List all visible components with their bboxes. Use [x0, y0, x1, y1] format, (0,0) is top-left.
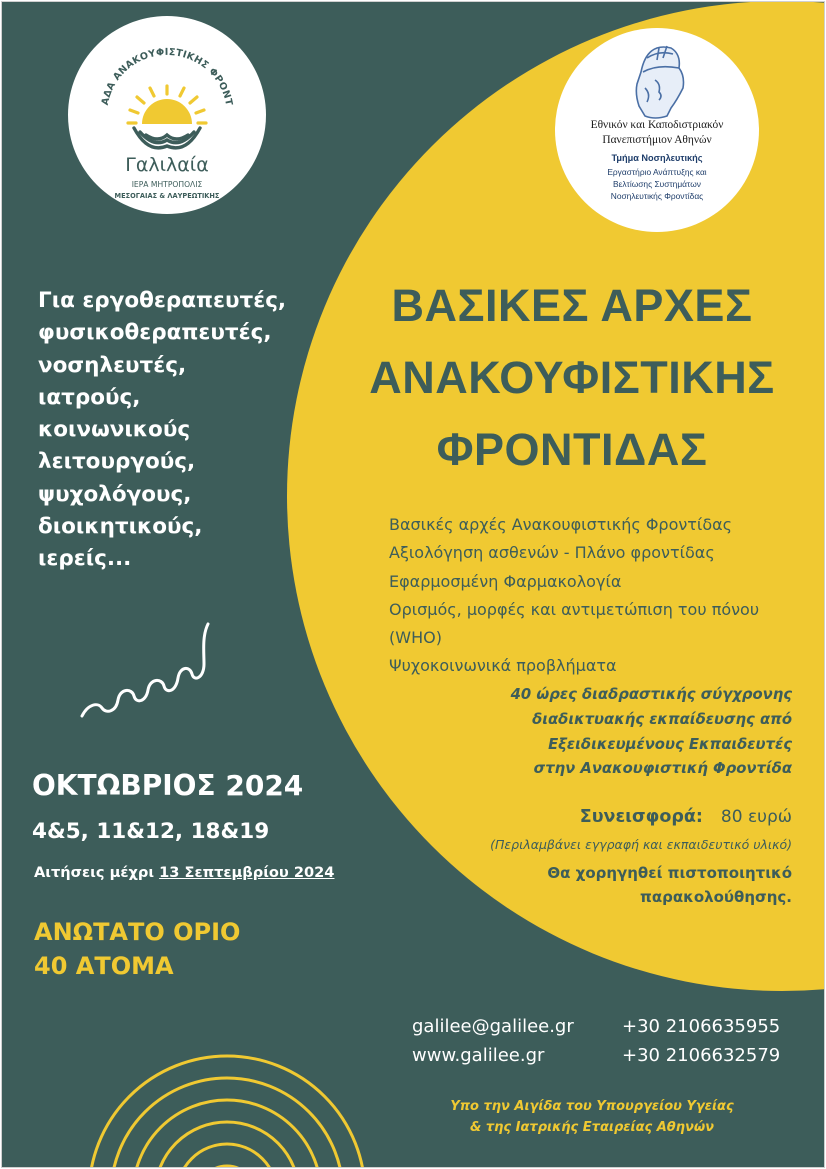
galilee-name: Γαλιλαία: [125, 154, 209, 176]
footer-line: & της Ιατρικής Εταιρείας Αθηνών: [469, 1120, 714, 1135]
university-line3: Τμήμα Νοσηλευτικής: [611, 153, 703, 163]
deadline-prefix: Αιτήσεις μέχρι: [34, 864, 154, 881]
squiggle-line-icon: [76, 616, 214, 728]
university-line1: Εθνικόν και Καποδιστριακόν: [590, 119, 724, 131]
application-deadline: [34, 864, 334, 881]
title-line: ΑΝΑΚΟΥΦΙΣΤΙΚΗΣ: [369, 352, 775, 403]
topic-item: Αξιολόγηση ασθενών - Πλάνο φροντίδας: [389, 543, 715, 563]
audience-item: διοικητικούς,: [38, 514, 203, 540]
participant-limit: [34, 915, 240, 983]
deadline-date: 13 Σεπτεμβρίου 2024: [159, 864, 335, 881]
title-line: ΦΡΟΝΤΙΔΑΣ: [436, 424, 708, 475]
training-line: Εξειδικευμένους Εκπαιδευτές: [548, 735, 792, 753]
audience-item: ψυχολόγους,: [38, 481, 192, 507]
galilee-line2: ΜΕΣΟΓΑΙΑΣ & ΛΑΥΡΕΩΤΙΚΗΣ: [114, 192, 220, 200]
limit-line: 40 ΑΤΟΜΑ: [34, 952, 174, 980]
title-line: ΒΑΣΙΚΕΣ ΑΡΧΕΣ: [391, 280, 753, 331]
training-description: [452, 683, 792, 782]
audience-item: νοσηλευτές,: [38, 352, 187, 378]
galilee-emblem-icon: [68, 16, 266, 214]
training-line: 40 ώρες διαδραστικής σύγχρονης: [510, 686, 792, 703]
fee-value: 80 ευρώ: [720, 807, 792, 827]
galilee-line1: ΙΕΡΑ ΜΗΤΡΟΠΟΛΙΣ: [131, 180, 203, 189]
audience-item: φυσικοθεραπευτές,: [38, 320, 272, 346]
university-line2: Πανεπιστήμιον Αθηνών: [602, 134, 712, 146]
galilee-arc-text: ΑΔΑ ΑΝΑΚΟΥΦΙΣΤΙΚΗΣ ΦΡΟΝΤ: [99, 46, 235, 107]
sun-icon: [128, 86, 206, 124]
topic-item: Εφαρμοσμένη Φαρμακολογία: [389, 571, 622, 591]
limit-line: ΑΝΩΤΑΤΟ ΟΡΙΟ: [34, 918, 241, 946]
training-line: στην Ανακουφιστική Φροντίδα: [533, 760, 792, 778]
university-line5: Βελτίωσης Συστημάτων: [613, 179, 701, 189]
galilee-logo: [68, 16, 266, 214]
schedule-month: ΟΚΤΩΒΡΙΟΣ 2024: [32, 769, 304, 802]
training-line: διαδικτυακής εκπαίδευσης από: [532, 710, 792, 728]
audience-item: κοινωνικούς: [38, 417, 191, 443]
university-emblem: [555, 28, 759, 232]
topic-item: Ψυχοκοινωνικά προβλήματα: [389, 656, 617, 676]
contact-phone-1[interactable]: +30 2106635955: [622, 1016, 781, 1037]
certificate-line: Θα χορηγηθεί πιστοποιητικό: [547, 864, 792, 882]
audience-item: λειτουργούς,: [38, 449, 196, 475]
audience-item: ιατρούς,: [38, 384, 141, 410]
topic-item: Βασικές αρχές Ανακουφιστικής Φροντίδας: [389, 515, 733, 534]
certificate-line: παρακολούθησης.: [639, 888, 792, 906]
schedule-dates: 4&5, 11&12, 18&19: [32, 819, 270, 844]
contact-phone-2[interactable]: +30 2106632579: [622, 1045, 781, 1066]
audience-list: [38, 285, 328, 576]
concentric-rings-icon: [72, 1012, 382, 1168]
contact-website[interactable]: www.galilee.gr: [412, 1045, 545, 1066]
university-logo: [555, 28, 759, 232]
university-line4: Εργαστήριο Ανάπτυξης και: [607, 167, 707, 177]
poster: [1, 1, 825, 1168]
fee-label: Συνεισφορά:: [579, 807, 703, 827]
fee-row: [472, 807, 792, 827]
topic-item: (WHO): [389, 628, 442, 648]
footer-line: Υπο την Αιγίδα του Υπουργείου Υγείας: [450, 1099, 734, 1114]
topics-list: [389, 511, 759, 681]
topic-item: Ορισμός, μορφές και αντιμετώπιση του πόνου: [389, 599, 760, 619]
audience-item: Για εργοθεραπευτές,: [38, 288, 287, 313]
contact-email[interactable]: galilee@galilee.gr: [412, 1016, 574, 1037]
patronage-footer: [402, 1096, 782, 1138]
fee-note: (Περιλαμβάνει εγγραφή και εκπαιδευτικό υλικό): [490, 837, 792, 852]
audience-item: ιερείς...: [38, 546, 132, 572]
hands-icon: [134, 128, 200, 148]
athena-head-icon: [636, 46, 683, 118]
university-line6: Νοσηλευτικής Φροντίδας: [610, 191, 704, 201]
course-title: [322, 270, 822, 486]
certificate-notice: [452, 861, 792, 909]
